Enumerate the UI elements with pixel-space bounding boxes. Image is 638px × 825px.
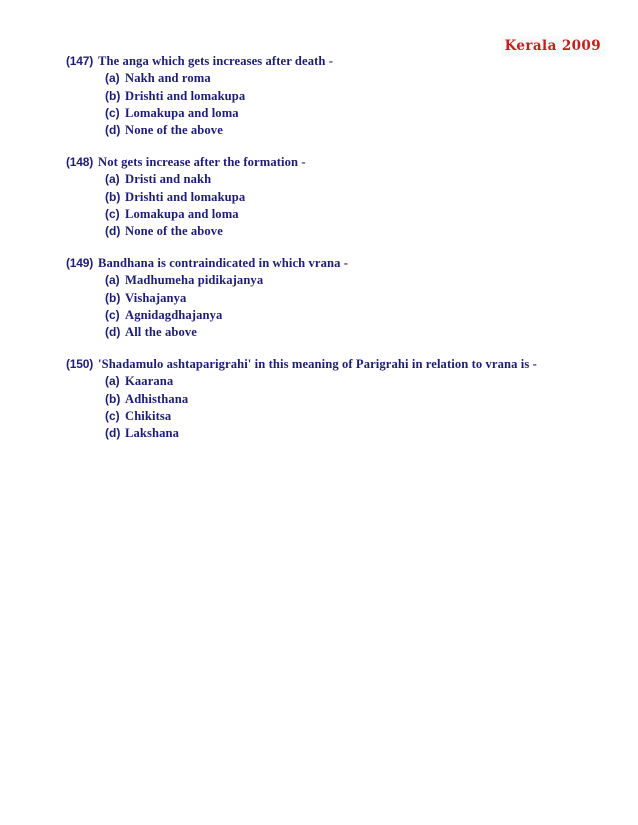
option-text: Lomakupa and loma [125, 105, 239, 120]
option-text: Chikitsa [125, 408, 172, 423]
option-text: Nakh and roma [125, 71, 211, 86]
option-row [105, 425, 610, 442]
options-list [105, 171, 610, 240]
option-label: (b) [105, 290, 121, 305]
question-row [66, 255, 610, 272]
option-row [105, 223, 610, 240]
option-text: None of the above [125, 123, 223, 138]
option-text: Madhumeha pidikajanya [125, 273, 264, 288]
option-label: (b) [105, 391, 121, 406]
option-text: Vishajanya [125, 290, 187, 305]
question-text: Bandhana is contraindicated in which vrana - [98, 255, 349, 270]
option-row [105, 408, 610, 425]
question-number: (150) [66, 356, 94, 371]
options-list [105, 373, 610, 442]
question-row [66, 154, 610, 171]
option-label: (c) [105, 105, 120, 120]
question-block-150 [66, 356, 610, 442]
option-label: (b) [105, 88, 121, 103]
question-block-147 [66, 53, 610, 139]
option-label: (c) [105, 408, 120, 423]
option-text: Drishti and lomakupa [125, 189, 246, 204]
option-row [105, 122, 610, 139]
option-row [105, 290, 610, 307]
question-number: (149) [66, 255, 94, 270]
option-row [105, 105, 610, 122]
option-text: Adhisthana [125, 391, 189, 406]
option-row [105, 189, 610, 206]
question-number: (147) [66, 54, 94, 68]
option-label: (b) [105, 189, 121, 204]
option-text: Lakshana [125, 426, 180, 441]
option-text: Kaarana [125, 374, 174, 389]
question-block-149 [66, 255, 610, 341]
option-row [105, 206, 610, 223]
option-text: Drishti and lomakupa [125, 88, 246, 103]
option-label: (d) [105, 123, 121, 138]
option-text: Agnidagdhajanya [125, 307, 223, 322]
option-label: (a) [105, 71, 120, 86]
option-row [105, 70, 610, 87]
questions-list [66, 53, 610, 457]
option-label: (d) [105, 325, 121, 340]
question-row [66, 53, 610, 70]
option-label: (a) [105, 172, 120, 187]
option-text: Dristi and nakh [125, 172, 212, 187]
question-block-148 [66, 154, 610, 240]
option-label: (d) [105, 224, 121, 239]
question-text: 'Shadamulo ashtaparigrahi' in this meaning of Parigrahi in relation to vrana is - [98, 356, 537, 371]
option-label: (c) [105, 206, 120, 221]
option-row [105, 171, 610, 188]
option-text: All the above [125, 325, 197, 340]
question-number: (148) [66, 154, 94, 169]
option-row [105, 272, 610, 289]
options-list [105, 70, 610, 139]
options-list [105, 272, 610, 341]
question-text: Not gets increase after the formation - [98, 154, 306, 169]
option-row [105, 324, 610, 341]
exam-tag: Kerala 2009 [501, 36, 605, 57]
option-row [105, 307, 610, 324]
option-label: (c) [105, 307, 120, 322]
option-label: (a) [105, 374, 120, 389]
option-text: Lomakupa and loma [125, 206, 239, 221]
option-row [105, 391, 610, 408]
option-row [105, 88, 610, 105]
option-label: (d) [105, 426, 121, 441]
option-text: None of the above [125, 224, 223, 239]
option-row [105, 373, 610, 390]
question-row [66, 356, 610, 373]
option-label: (a) [105, 273, 120, 288]
question-text: The anga which gets increases after death - [98, 54, 334, 68]
